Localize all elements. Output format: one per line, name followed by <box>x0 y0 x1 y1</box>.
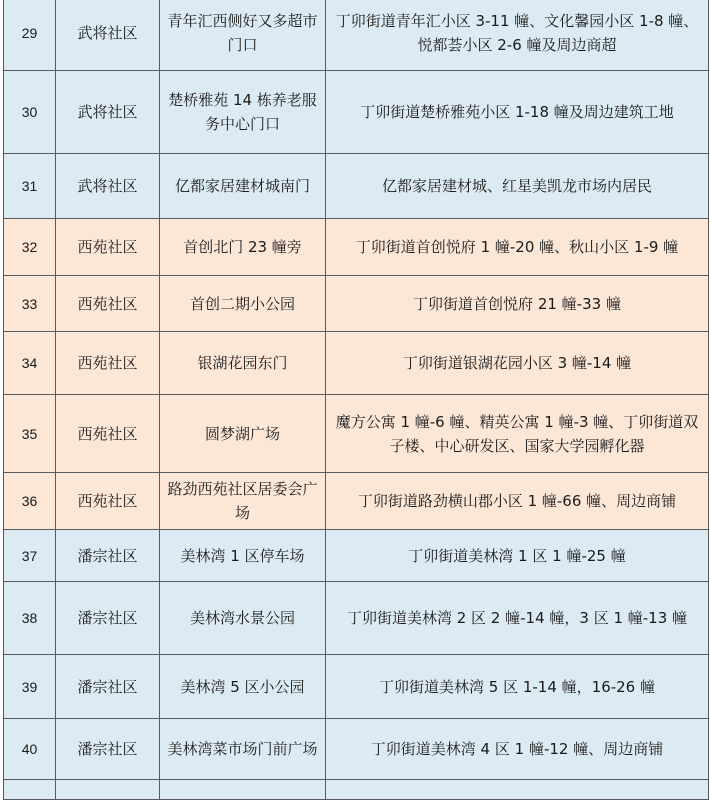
location-cell: 楚桥雅苑 14 栋养老服务中心门口 <box>160 71 326 154</box>
scope-cell: 丁卯街道银湖花园小区 3 幢-14 幢 <box>326 332 709 395</box>
table-row <box>4 473 709 530</box>
table-row-partial <box>4 780 709 800</box>
location-cell: 路劲西苑社区居委会广场 <box>160 473 326 530</box>
scope-cell: 丁卯街道美林湾 4 区 1 幢-12 幢、周边商铺 <box>326 719 709 780</box>
location-cell: 美林湾 5 区小公园 <box>160 655 326 719</box>
location-cell: 银湖花园东门 <box>160 332 326 395</box>
community-cell: 西苑社区 <box>56 219 160 276</box>
table-body <box>4 0 709 800</box>
location-cell: 美林湾 1 区停车场 <box>160 530 326 582</box>
community-cell: 武将社区 <box>56 154 160 219</box>
row-number: 39 <box>4 655 56 719</box>
location-cell: 青年汇西侧好又多超市门口 <box>160 0 326 71</box>
scope-cell: 亿都家居建材城、红星美凯龙市场内居民 <box>326 154 709 219</box>
scope-cell: 丁卯街道美林湾 1 区 1 幢-25 幢 <box>326 530 709 582</box>
row-number: 38 <box>4 582 56 655</box>
community-cell: 武将社区 <box>56 71 160 154</box>
community-cell <box>56 780 160 800</box>
community-cell: 潘宗社区 <box>56 719 160 780</box>
row-number <box>4 780 56 800</box>
scope-cell: 魔方公寓 1 幢-6 幢、精英公寓 1 幢-3 幢、丁卯街道双子楼、中心研发区、国家大学园孵化器 <box>326 395 709 473</box>
row-number: 33 <box>4 276 56 332</box>
row-number: 40 <box>4 719 56 780</box>
table-row <box>4 276 709 332</box>
scope-cell: 丁卯街道青年汇小区 3-11 幢、文化馨园小区 1-8 幢、悦都荟小区 2-6 幢及周边商超 <box>326 0 709 71</box>
scope-cell: 丁卯街道楚桥雅苑小区 1-18 幢及周边建筑工地 <box>326 71 709 154</box>
community-cell: 武将社区 <box>56 0 160 71</box>
location-cell <box>160 780 326 800</box>
community-cell: 潘宗社区 <box>56 530 160 582</box>
scope-cell: 丁卯街道首创悦府 1 幢-20 幢、秋山小区 1-9 幢 <box>326 219 709 276</box>
row-number: 36 <box>4 473 56 530</box>
table-row <box>4 71 709 154</box>
location-cell: 首创北门 23 幢旁 <box>160 219 326 276</box>
row-number: 30 <box>4 71 56 154</box>
community-cell: 潘宗社区 <box>56 655 160 719</box>
row-number: 31 <box>4 154 56 219</box>
scope-cell: 丁卯街道美林湾 5 区 1-14 幢，16-26 幢 <box>326 655 709 719</box>
location-cell: 亿都家居建材城南门 <box>160 154 326 219</box>
row-number: 37 <box>4 530 56 582</box>
table-row <box>4 219 709 276</box>
community-cell: 西苑社区 <box>56 332 160 395</box>
location-cell: 圆梦湖广场 <box>160 395 326 473</box>
location-cell: 首创二期小公园 <box>160 276 326 332</box>
scope-cell: 丁卯街道首创悦府 21 幢-33 幢 <box>326 276 709 332</box>
table-row <box>4 154 709 219</box>
scope-cell <box>326 780 709 800</box>
scope-cell: 丁卯街道路劲横山郡小区 1 幢-66 幢、周边商铺 <box>326 473 709 530</box>
row-number: 29 <box>4 0 56 71</box>
row-number: 34 <box>4 332 56 395</box>
distribution-points-table <box>3 0 709 800</box>
table-row <box>4 582 709 655</box>
row-number: 35 <box>4 395 56 473</box>
table-row <box>4 719 709 780</box>
location-cell: 美林湾菜市场门前广场 <box>160 719 326 780</box>
row-number: 32 <box>4 219 56 276</box>
community-cell: 西苑社区 <box>56 276 160 332</box>
table-row <box>4 530 709 582</box>
table-row <box>4 655 709 719</box>
scope-cell: 丁卯街道美林湾 2 区 2 幢-14 幢，3 区 1 幢-13 幢 <box>326 582 709 655</box>
community-cell: 西苑社区 <box>56 473 160 530</box>
community-cell: 西苑社区 <box>56 395 160 473</box>
table-row <box>4 0 709 71</box>
table-row <box>4 332 709 395</box>
table-row <box>4 395 709 473</box>
location-cell: 美林湾水景公园 <box>160 582 326 655</box>
community-cell: 潘宗社区 <box>56 582 160 655</box>
